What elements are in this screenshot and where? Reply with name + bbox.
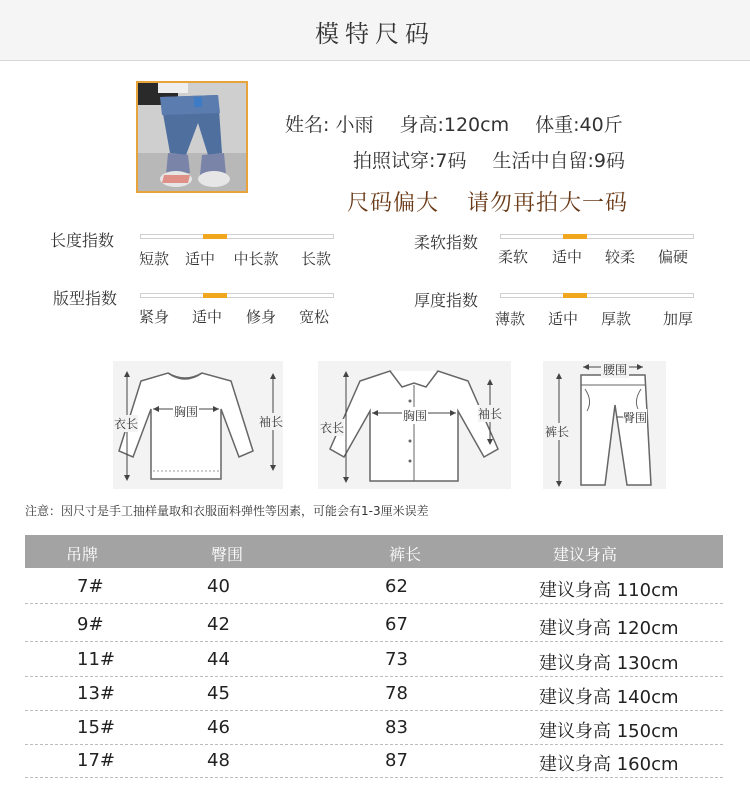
model-photo	[136, 81, 248, 193]
table-cell: 87	[385, 750, 408, 771]
col-header-tag: 吊牌	[66, 545, 99, 564]
table-cell: 78	[385, 683, 408, 704]
col-header-height: 建议身高	[553, 545, 618, 564]
table-cell: 46	[207, 717, 230, 738]
table-cell: 62	[385, 576, 408, 597]
table-cell: 48	[207, 750, 230, 771]
model-photo-size: 拍照试穿:7码	[353, 150, 467, 172]
table-cell: 建议身高 130cm	[539, 653, 679, 674]
index-option: 修身	[245, 308, 276, 326]
table-cell: 17#	[77, 750, 115, 771]
pants-length-label: 裤长	[545, 425, 570, 439]
table-cell: 67	[385, 614, 408, 635]
index-option: 长款	[300, 250, 331, 268]
shirt-length-label: 衣长	[320, 421, 345, 435]
table-cell: 建议身高 120cm	[539, 618, 679, 639]
table-cell: 建议身高 160cm	[539, 754, 679, 775]
index-option: 薄款	[494, 310, 525, 328]
index-scale-track	[140, 234, 334, 239]
index-option: 适中	[184, 250, 215, 268]
model-name: 姓名: 小雨	[285, 114, 374, 136]
table-row	[25, 608, 723, 642]
size-notice-part1: 尺码偏大	[347, 191, 440, 216]
index-scale-marker	[203, 293, 227, 298]
table-cell: 建议身高 150cm	[539, 721, 679, 742]
index-option: 较柔	[604, 248, 635, 266]
index-option: 中长款	[233, 250, 279, 268]
sweater-sleeve-label: 袖长	[259, 415, 284, 429]
pants-hip-label: 臀围	[623, 411, 648, 425]
size-notice-part2: 请勿再拍大一码	[467, 191, 629, 216]
table-cell: 45	[207, 683, 230, 704]
page-title: 模特尺码	[315, 20, 435, 48]
index-label: 版型指数	[53, 289, 118, 308]
pants-diagram	[543, 361, 666, 489]
shirt-sleeve-label: 袖长	[478, 407, 503, 421]
shirt-diagram	[318, 361, 511, 489]
sweater-diagram	[113, 361, 283, 489]
table-row	[25, 570, 723, 604]
table-cell: 13#	[77, 683, 115, 704]
table-cell: 83	[385, 717, 408, 738]
table-cell: 9#	[77, 614, 104, 635]
index-option: 紧身	[138, 308, 169, 326]
sweater-length-label: 衣长	[114, 417, 139, 431]
table-row	[25, 744, 723, 778]
table-cell: 73	[385, 649, 408, 670]
col-header-length: 裤长	[389, 545, 422, 564]
index-scale-track	[500, 293, 694, 298]
table-cell: 44	[207, 649, 230, 670]
table-cell: 11#	[77, 649, 115, 670]
table-row	[25, 711, 723, 745]
size-notice	[347, 186, 628, 217]
index-option: 短款	[138, 250, 169, 268]
index-option: 适中	[547, 310, 578, 328]
index-option: 偏硬	[657, 248, 688, 266]
index-option: 适中	[551, 248, 582, 266]
model-own-size: 生活中自留:9码	[492, 150, 625, 172]
size-table-header	[25, 535, 723, 568]
table-cell: 15#	[77, 717, 115, 738]
index-option: 适中	[191, 308, 222, 326]
index-scale-marker	[563, 234, 587, 239]
index-scale-track	[140, 293, 334, 298]
index-label: 柔软指数	[414, 233, 479, 252]
shirt-chest-label: 胸围	[403, 409, 428, 423]
model-photo-image	[138, 83, 246, 191]
measurement-note: 注意：因尺寸是手工抽样量取和衣服面料弹性等因素，可能会有1-3厘米误差	[25, 504, 429, 518]
table-row	[25, 677, 723, 711]
index-label: 长度指数	[50, 231, 115, 250]
index-scale-track	[500, 234, 694, 239]
table-cell: 42	[207, 614, 230, 635]
index-scale-marker	[203, 234, 227, 239]
table-cell: 建议身高 140cm	[539, 687, 679, 708]
table-cell: 建议身高 110cm	[539, 580, 679, 601]
model-height: 身高:120cm	[399, 114, 510, 136]
index-option: 加厚	[662, 310, 693, 328]
col-header-hip: 臀围	[211, 545, 244, 564]
pants-waist-label: 腰围	[603, 363, 628, 377]
sweater-chest-label: 胸围	[174, 405, 199, 419]
index-label: 厚度指数	[414, 291, 479, 310]
index-scale-marker	[563, 293, 587, 298]
index-option: 宽松	[298, 308, 329, 326]
model-info-row-2	[353, 146, 625, 173]
table-row	[25, 643, 723, 677]
index-option: 柔软	[497, 248, 528, 266]
table-cell: 7#	[77, 576, 104, 597]
model-weight: 体重:40斤	[535, 114, 623, 136]
table-cell: 40	[207, 576, 230, 597]
index-option: 厚款	[600, 310, 631, 328]
model-info-row-1	[285, 110, 623, 137]
